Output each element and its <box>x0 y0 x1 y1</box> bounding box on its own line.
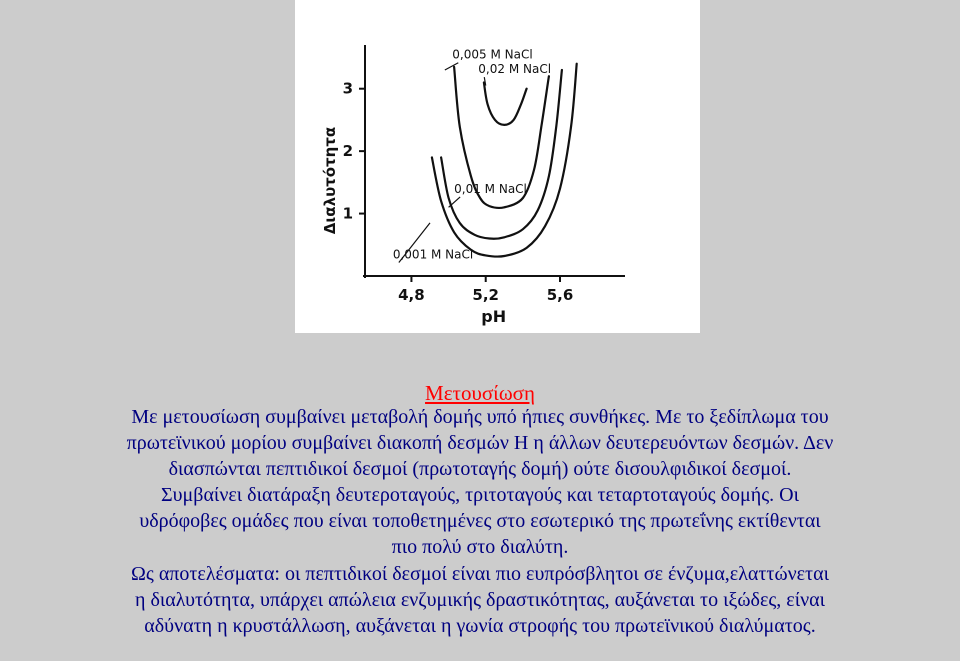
solubility-chart <box>295 0 700 333</box>
body-line: πιο πολύ στο διαλύτη. <box>391 536 569 559</box>
x-tick-label: 5,2 <box>472 286 500 304</box>
series-curve <box>441 70 562 239</box>
y-tick-label: 1 <box>342 204 353 223</box>
body-line: Συμβαίνει διατάραξη δευτεροταγούς, τριτοταγούς και τεταρτοταγούς δομής. Οι <box>161 484 799 507</box>
y-tick-label: 3 <box>342 79 353 98</box>
solubility-figure <box>295 0 700 333</box>
series-annotation: 0,005 M NaCl <box>452 47 533 62</box>
y-axis-label: Διαλυτότητα <box>321 126 339 235</box>
series-curve <box>432 64 577 257</box>
body-line: Ως αποτελέσματα: οι πεπτιδικοί δεσμοί είναι πιο ευπρόσβλητοι σε ένζυμα,ελαττώνεται <box>131 562 829 585</box>
series-annotation: 0,02 M NaCl <box>478 62 552 77</box>
series-curve <box>484 83 527 125</box>
x-tick-label: 4,8 <box>398 286 425 304</box>
body-line: αδύνατη η κρυστάλλωση, αυξάνεται η γωνία στροφής του πρωτεϊνικού διαλύματος. <box>144 614 816 637</box>
series-annotation: 0,001 M NaCl <box>392 247 474 262</box>
body-line: η διαλυτότητα, υπάρχει απώλεια ενζυμικής δραστικότητας, αυξάνεται το ιξώδες, είναι <box>135 588 825 611</box>
series-annotation: 0,01 M NaCl <box>454 181 527 196</box>
body-line: πρωτεϊνικού μορίου συμβαίνει διακοπή δεσμών Η η άλλων δευτερευόντων δεσμών. Δεν <box>126 432 834 455</box>
y-tick-label: 2 <box>342 142 353 161</box>
x-tick-label: 5,6 <box>546 286 574 304</box>
body-line: Με μετουσίωση συμβαίνει μεταβολή δομής υπό ήπιες συνθήκες. Με το ξεδίπλωμα του <box>131 406 829 428</box>
slide-title: Μετουσίωση <box>425 381 535 405</box>
annotation-arrow <box>445 63 458 70</box>
body-line: διασπώνται πεπτιδικοί δεσμοί (πρωτοταγής δομή) ούτε δισουλφιδικοί δεσμοί. <box>168 458 792 481</box>
body-line: υδρόφοβες ομάδες που είναι τοποθετημένες στο εσωτερικό της πρωτεΐνης εκτίθενται <box>139 510 821 533</box>
body-text <box>4 404 956 639</box>
x-axis-label: pH <box>481 307 507 326</box>
